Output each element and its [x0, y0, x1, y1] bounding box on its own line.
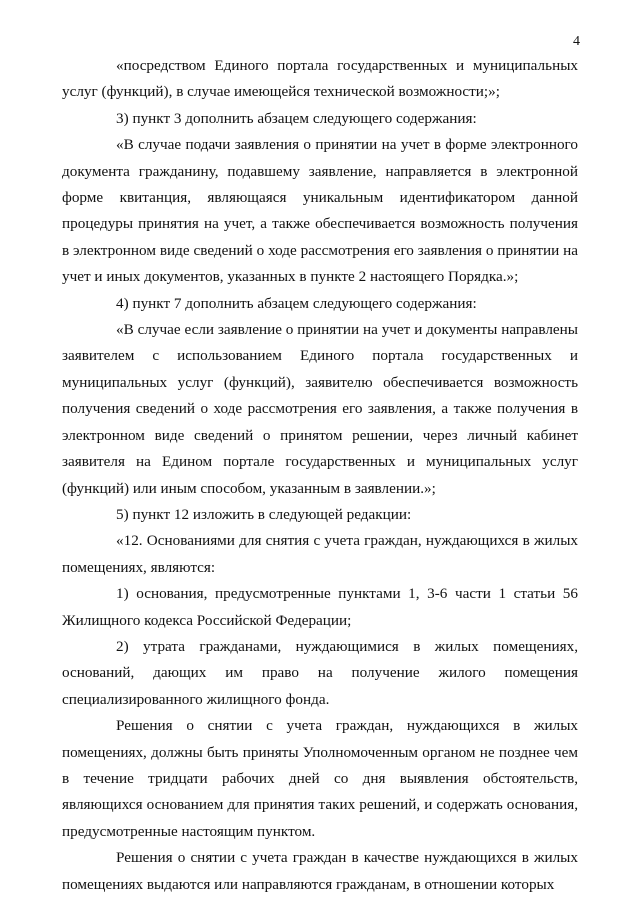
paragraph-item-4-intro: 4) пункт 7 дополнить абзацем следующего содержания:: [116, 294, 477, 312]
paragraph-item-12-sub-1: 1) основания, предусмотренные пунктами 1, 3-6 части 1 статьи 56 Жилищного кодекса Российской Федерации;: [62, 585, 578, 629]
paragraph-item-12-sub-2: 2) утрата гражданами, нуждающимися в жилых помещениях, оснований, дающих им право на получение жилого помещения специализированного жилищного фонда.: [62, 637, 578, 708]
paragraph-portal-clause: «посредством Единого портала государственных и муниципальных услуг (функций), в случае имеющейся технической возможности;»;: [62, 57, 578, 101]
paragraph-decision-delivery: Решения о снятии с учета граждан в качестве нуждающихся в жилых помещениях выдаются или направляются гражданам, в отношении которых: [62, 849, 578, 893]
paragraph-item-5-intro: 5) пункт 12 изложить в следующей редакции:: [116, 505, 412, 523]
paragraph-decision-deadline: Решения о снятии с учета граждан, нуждающихся в жилых помещениях, должны быть приняты Уполномоченным органом не позднее чем в течение тридцати рабочих дней со дня выявления обстоятельств, являющихся основанием для принятия таких решений, и содержать основания, предусмотренные настоящим пунктом.: [62, 717, 578, 840]
paragraph-item-3-text: «В случае подачи заявления о принятии на учет в форме электронного документа гражданину, подавшему заявление, направляется в электронной форме квитанция, являющаяся уникальным идентификатором данной процедуры принятия на учет, а также обеспечивается возможность получения в электронном виде сведений о ходе рассмотрения его заявления о принятии на учет и иных документов, указанных в пункте 2 настоящего Порядка.»;: [62, 136, 578, 286]
page-number: 4: [573, 34, 580, 49]
paragraph-item-3-intro: 3) пункт 3 дополнить абзацем следующего содержания:: [116, 109, 477, 127]
paragraph-item-4-text: «В случае если заявление о принятии на учет и документы направлены заявителем с использованием Единого портала государственных и муниципальных услуг (функций), заявителю обеспечивается возможность получения сведений о ходе рассмотрения его заявления, а также получения в электронном виде сведений о принятом решении, через личный кабинет заявителя на Едином портале государственных и муниципальных услуг (функций) или иным способом, указанным в заявлении.»;: [62, 321, 578, 497]
paragraph-item-12-heading: «12. Основаниями для снятия с учета граждан, нуждающихся в жилых помещениях, являются:: [62, 532, 578, 576]
